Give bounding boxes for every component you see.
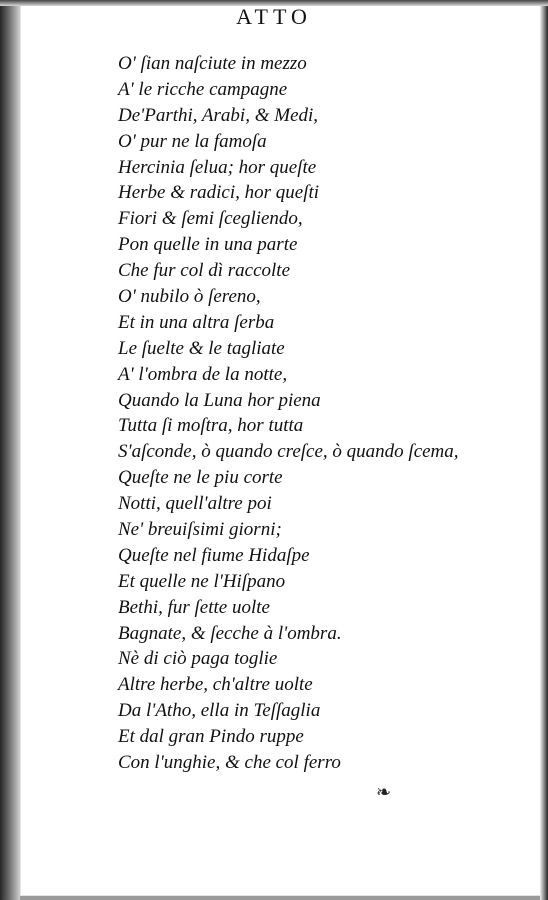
verse-line: Queſte ne le piu corte bbox=[118, 467, 283, 489]
binding-edge bbox=[0, 0, 20, 900]
verse-line: O' nubilo ò ſereno, bbox=[118, 286, 261, 308]
verse-line: Et quelle ne l'Hiſpano bbox=[118, 570, 286, 592]
verse-line: O' pur ne la famoſa bbox=[118, 130, 267, 152]
verse-line: Et in una altra ſerba bbox=[118, 311, 275, 333]
verse-line: Notti, quell'altre poi bbox=[118, 493, 272, 515]
verse-line: Ne' breuiſsimi giorni; bbox=[118, 519, 282, 541]
verse-line: Altre herbe, ch'altre uolte bbox=[118, 674, 313, 696]
verse-line: Pon quelle in una parte bbox=[118, 234, 298, 256]
verse-line: Quando la Luna hor piena bbox=[118, 389, 321, 411]
verse-line: Che fur col dì raccolte bbox=[118, 260, 291, 282]
verse-line: O' ſian naſciute in mezzo bbox=[118, 53, 307, 74]
verse-line: Herbe & radici, hor queſti bbox=[118, 182, 320, 204]
verse-line: Bethi, fur ſette uolte bbox=[118, 596, 270, 618]
running-header: ATTO bbox=[236, 4, 312, 29]
verse-line: Fiori & ſemi ſcegliendo, bbox=[118, 208, 303, 230]
verse-line: De'Parthi, Arabi, & Medi, bbox=[118, 104, 319, 126]
verse-lines bbox=[118, 51, 459, 776]
verse-line: Tutta ſi moſtra, hor tutta bbox=[118, 415, 304, 437]
verse-line: Nè di ciò paga toglie bbox=[118, 648, 278, 670]
verse-line: A' le ricche campagne bbox=[118, 78, 288, 100]
page-edge-right bbox=[540, 0, 548, 900]
verse-line: Bagnate, & ſecche à l'ombra. bbox=[118, 622, 342, 644]
verse-line: S'aſconde, ò quando creſce, ò quando ſcema, bbox=[118, 441, 459, 463]
verse-line: Et dal gran Pindo ruppe bbox=[118, 726, 304, 748]
verse-line: Con l'unghie, & che col ferro bbox=[118, 752, 341, 774]
verse-line: Da l'Atho, ella in Teſſaglia bbox=[118, 700, 321, 722]
verse-line: Hercinia ſelua; hor queſte bbox=[118, 156, 317, 178]
verse-line: Queſte nel fiume Hidaſpe bbox=[118, 544, 310, 566]
fleuron-ornament: ❧ bbox=[376, 782, 392, 802]
verse-line: Le ſuelte & le tagliate bbox=[118, 337, 285, 359]
verse-line: A' l'ombra de la notte, bbox=[118, 363, 288, 385]
